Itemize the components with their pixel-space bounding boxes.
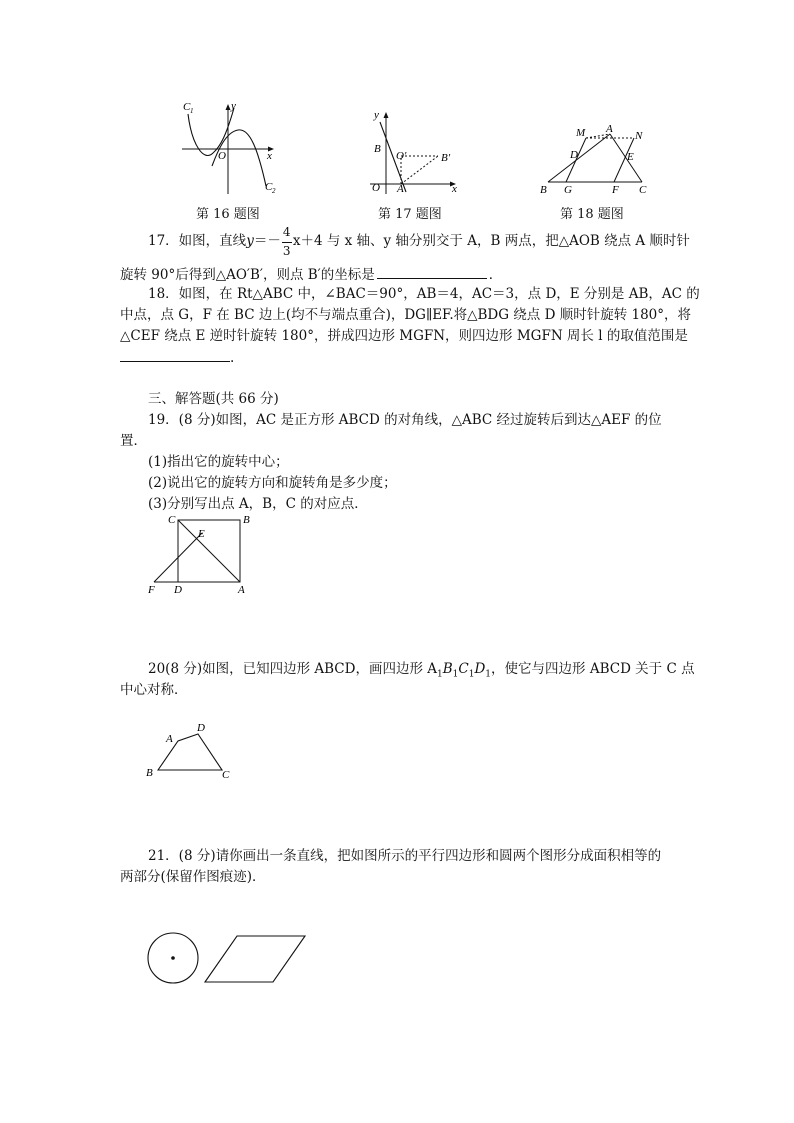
label-f: F xyxy=(612,184,619,196)
label-a: A xyxy=(397,183,404,195)
q17-eq-y: y xyxy=(246,233,254,249)
label-a: A xyxy=(166,733,173,745)
q19-line-1: 19．(8 分)如图，AC 是正方形 ABCD 的对角线，△ABC 经过旋转后到达△AEF 的位 xyxy=(148,412,662,428)
label-b: B xyxy=(540,184,547,196)
label-a: A xyxy=(606,123,613,135)
label-b: B xyxy=(243,514,250,526)
label-c: C xyxy=(222,769,230,781)
figure-18 xyxy=(538,122,652,198)
q20-b: B xyxy=(442,661,453,677)
q18-line-2: 中点，点 G，F 在 BC 边上(均不与端点重合)，DG∥EF.将△BDG 绕点 D 顺时针旋转 180°，将 xyxy=(120,307,692,323)
q19-line-2: 置． xyxy=(120,433,147,449)
q18-line-3: △CEF 绕点 E 逆时针旋转 180°，拼成四边形 MGFN，则四边形 MGFN 周长 l 的取值范围是 xyxy=(120,328,688,344)
label-e: E xyxy=(627,151,634,163)
q17-text-c: 旋转 90°后得到△AO′B′，则点 B′的坐标是 xyxy=(120,267,375,283)
caption-figure-17: 第 17 题图 xyxy=(378,207,442,222)
caption-figure-18: 第 18 题图 xyxy=(560,207,624,222)
q17-fraction xyxy=(282,224,292,258)
q20-text-a: 20(8 分)如图，已知四边形 ABCD，画四边形 A xyxy=(148,661,437,677)
section-3-title: 三、解答题(共 66 分) xyxy=(148,391,279,407)
label-c1: C xyxy=(183,101,191,113)
curve-c1 xyxy=(188,108,234,155)
label-b: B xyxy=(374,143,381,155)
q20-c: C xyxy=(458,661,469,677)
label-d: D xyxy=(570,149,578,161)
label-f: F xyxy=(148,584,155,596)
q17-frac-num: 4 xyxy=(282,224,291,239)
side-ba xyxy=(548,134,610,182)
q19-sub-3: (3)分别写出点 A，B，C 的对应点． xyxy=(148,496,368,512)
label-n: N xyxy=(635,130,643,142)
q20-sub-3: 1 xyxy=(468,669,475,680)
label-b-prime: B′ xyxy=(441,152,451,164)
q17-eq-sign: ＝－ xyxy=(253,233,281,249)
label-x: x xyxy=(267,150,272,162)
q20-text-b: ，使它与四边形 ABCD 关于 C 点 xyxy=(491,661,695,677)
q20-sub-4: 1 xyxy=(485,669,492,680)
q18-text-end: . xyxy=(230,350,235,366)
label-x: x xyxy=(452,183,457,195)
y-axis-arrow xyxy=(384,112,389,118)
q17-text-a: 17．如图，直线 xyxy=(148,233,247,249)
label-d: D xyxy=(174,584,182,596)
figure-17 xyxy=(368,104,460,196)
figure-16 xyxy=(176,98,282,196)
q21-line-1: 21．(8 分)请你画出一条直线，把如图所示的平行四边形和圆两个图形分成面积相等的 xyxy=(148,848,662,864)
q21-line-2: 两部分(保留作图痕迹)． xyxy=(120,869,266,885)
label-c2-sub: 2 xyxy=(272,187,276,195)
circle-center-dot xyxy=(171,956,175,960)
q20-line-2: 中心对称． xyxy=(120,682,188,698)
label-e: E xyxy=(198,528,205,540)
label-c: C xyxy=(639,184,647,196)
q20-sub-2: 1 xyxy=(452,669,459,680)
q18-answer-blank[interactable] xyxy=(120,347,230,362)
line-a-b-prime xyxy=(401,156,438,184)
q17-text-end: ． xyxy=(488,267,503,283)
label-c1-sub: 1 xyxy=(190,107,194,115)
label-o: O xyxy=(218,150,226,162)
label-c: C xyxy=(168,514,176,526)
label-o-prime: O′ xyxy=(396,150,407,162)
label-c2: C xyxy=(265,181,273,193)
q17-line-2 xyxy=(120,264,502,285)
label-b: B xyxy=(146,767,153,779)
label-m: M xyxy=(576,127,586,139)
q19-sub-2: (2)说出它的旋转方向和旋转角是多少度； xyxy=(148,475,397,491)
parallelogram-shape xyxy=(205,936,305,982)
q20-sub-1: 1 xyxy=(437,669,443,680)
figure-21 xyxy=(140,930,312,990)
figure-19 xyxy=(142,511,258,597)
diagonal-ac xyxy=(178,520,240,582)
q17-line-1 xyxy=(148,224,690,258)
q18-line-4 xyxy=(120,347,234,368)
label-o: O xyxy=(372,182,380,194)
q18-line-1: 18．如图，在 Rt△ABC 中，∠BAC＝90°，AB＝4，AC＝3，点 D，E 分别是 AB，AC 的 xyxy=(148,286,700,302)
q17-text-b: x＋4 与 x 轴、y 轴分别交于 A，B 两点，把△AOB 绕点 A 顺时针 xyxy=(292,233,690,249)
q20-d: D xyxy=(474,661,486,677)
label-d: D xyxy=(197,722,205,734)
q19-sub-1: (1)指出它的旋转中心； xyxy=(148,454,289,470)
q20-line-1 xyxy=(148,659,695,685)
label-a: A xyxy=(238,584,245,596)
y-axis-arrow xyxy=(226,104,231,110)
figure-20 xyxy=(142,718,242,784)
label-y: y xyxy=(374,109,379,121)
q17-frac-den: 3 xyxy=(282,243,291,258)
label-y: y xyxy=(231,100,236,112)
caption-figure-16: 第 16 题图 xyxy=(196,207,260,222)
q17-answer-blank[interactable] xyxy=(377,264,487,279)
label-g: G xyxy=(564,184,572,196)
